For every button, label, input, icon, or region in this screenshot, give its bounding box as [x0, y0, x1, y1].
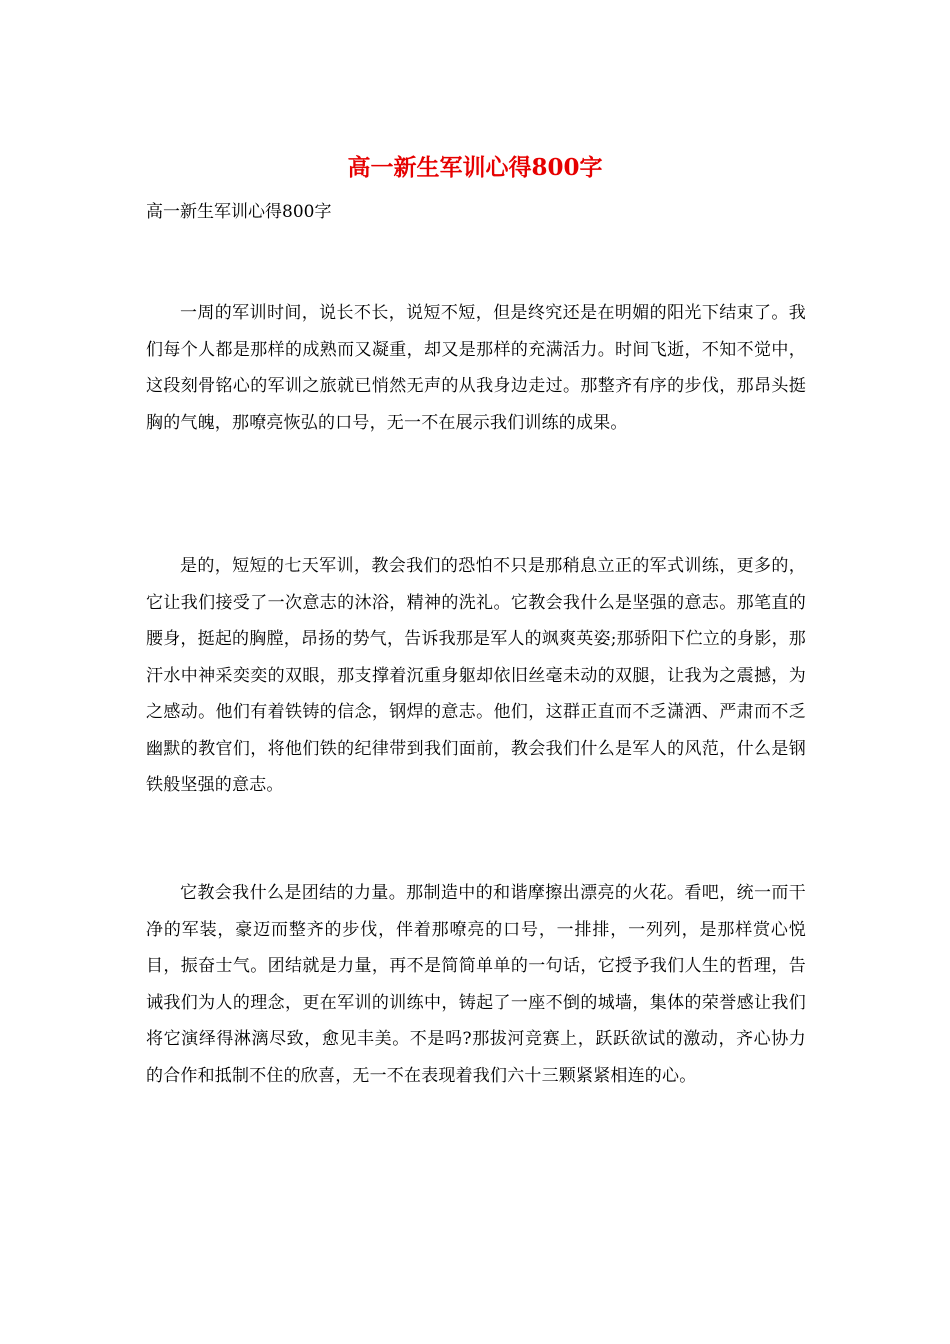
paragraph: 它教会我什么是团结的力量。那制造中的和谐摩擦出漂亮的火花。看吧，统一而干净的军装，豪迈而整齐的步伐，伴着那嘹亮的口号，一排排，一列列，是那样赏心悦目，振奋士气。团结就是力量，再不是简简单单的一句话，它授予我们人生的哲理，告诫我们为人的理念，更在军训的训练中，铸起了一座不倒的城墙，集体的荣誉感让我们将它演绎得淋漓尽致，愈见丰美。不是吗?那拔河竞赛上，跃跃欲试的激动，齐心协力的合作和抵制不住的欣喜，无一不在表现着我们六十三颗紧紧相连的心。: [146, 883, 806, 1086]
paragraph: 是的，短短的七天军训，教会我们的恐怕不只是那稍息立正的军式训练，更多的，它让我们接受了一次意志的沐浴，精神的洗礼。它教会我什么是坚强的意志。那笔直的腰身，挺起的胸膛，昂扬的势气，告诉我那是军人的飒爽英姿;那骄阳下伫立的身影，那汗水中神采奕奕的双眼，那支撑着沉重身躯却依旧丝毫未动的双腿，让我为之震撼，为之感动。他们有着铁铸的信念，钢焊的意志。他们，这群正直而不乏潇洒、严肃而不乏幽默的教官们，将他们铁的纪律带到我们面前，教会我们什么是军人的风范，什么是钢铁般坚强的意志。: [146, 556, 806, 795]
paragraph: 一周的军训时间，说长不长，说短不短，但是终究还是在明媚的阳光下结束了。我们每个人都是那样的成熟而又凝重，却又是那样的充满活力。时间飞逝，不知不觉中，这段刻骨铭心的军训之旅就已悄然无声的从我身边走过。那整齐有序的步伐，那昂头挺胸的气魄，那嘹亮恢弘的口号，无一不在展示我们训练的成果。: [146, 303, 806, 433]
document-title: 高一新生军训心得800字: [347, 154, 603, 181]
document-subtitle: 高一新生军训心得800字: [146, 202, 332, 222]
